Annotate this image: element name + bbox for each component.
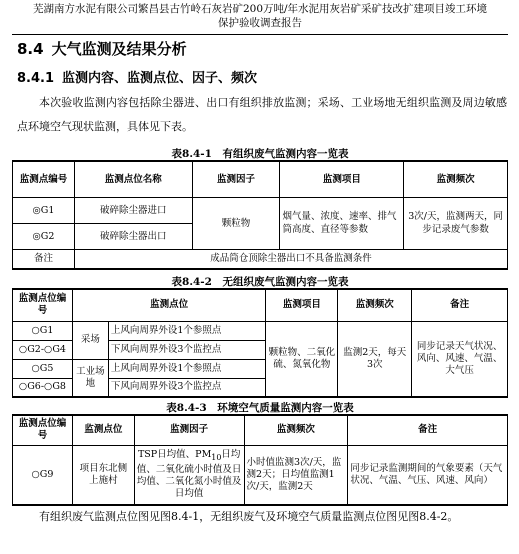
document-header <box>12 2 508 30</box>
point-id: ○G2-○G4 <box>13 340 73 359</box>
header-line-1: 芜湖南方水泥有限公司繁昌县古竹岭石灰岩矿200万吨/年水泥用灰岩矿采矿技改扩建项目竣工环境 <box>32 3 488 15</box>
factor-text-a: TSP日均值、PM <box>137 449 212 461</box>
area-name: 工业场地 <box>72 359 108 397</box>
table3-caption: 表8.4-3 环境空气质量监测内容一览表 <box>166 402 354 414</box>
table-row <box>13 321 508 340</box>
note-text: 成品筒仓顶除尘器出口不具备监测条件 <box>74 249 507 269</box>
column-header: 监测点编号 <box>13 161 75 197</box>
point-id: ◎G1 <box>13 197 75 223</box>
subsection-heading <box>17 67 265 86</box>
monitor-frequency: 3次/天，监测两天，同步记录废气参数 <box>404 197 508 249</box>
subsection-number: 8.4.1 <box>17 71 55 86</box>
point-location: 项目东北侧上施村 <box>72 445 134 505</box>
point-id: ◎G2 <box>13 223 75 249</box>
table-note-row <box>13 249 508 269</box>
point-id: ○G9 <box>13 445 73 505</box>
point-id: ○G1 <box>13 321 73 340</box>
column-header: 备注 <box>412 289 508 321</box>
point-id: ○G6-○G8 <box>13 378 73 397</box>
column-header: 监测项目 <box>266 289 338 321</box>
monitor-factor: 颗粒物 <box>192 197 280 249</box>
column-header: 监测点位名称 <box>74 161 192 197</box>
column-header: 监测因子 <box>192 161 280 197</box>
header-line-2: 保护验收调查报告 <box>218 17 302 29</box>
header-rule <box>12 34 508 35</box>
point-name: 破碎除尘器进口 <box>74 197 192 223</box>
subsection-title: 监测内容、监测点位、因子、频次 <box>62 71 258 86</box>
table-header-row <box>13 415 508 445</box>
table-header-row <box>13 161 508 197</box>
remark: 同步记录天气状况、风向、风速、气温、大气压 <box>412 321 508 397</box>
column-header: 监测项目 <box>280 161 404 197</box>
point-name: 破碎除尘器出口 <box>74 223 192 249</box>
column-header: 监测点位 <box>72 289 266 321</box>
section-number: 8.4 <box>17 40 44 58</box>
intro-paragraph: 本次验收监测内容包括除尘器进、出口有组织排放监测；采场、工业场地无组织监测及周边敏感点环境空气现状监测，具体见下表。 <box>17 96 507 133</box>
area-name: 采场 <box>72 321 108 359</box>
monitor-factor <box>134 445 244 505</box>
point-desc: 下风向周界外设3个监控点 <box>108 340 266 359</box>
factor-text-b: 日均值、二氧化硫小时值及日均值、二氧化氮小时值及日均值 <box>136 449 242 500</box>
point-desc: 下风向周界外设3个监控点 <box>108 378 266 397</box>
point-desc: 上风向周界外设1个参照点 <box>108 321 266 340</box>
column-header: 备注 <box>348 415 508 445</box>
monitor-frequency: 小时值监测3次/天，监测2天；日均值监测1次/天，监测2天 <box>244 445 348 505</box>
column-header: 监测频次 <box>404 161 508 197</box>
section-heading <box>17 38 195 59</box>
monitor-items: 烟气量、浓度、速率、排气筒高度、直径等参数 <box>280 197 404 249</box>
column-header: 监测点位编号 <box>13 415 73 445</box>
monitor-frequency: 监测2天，每天3次 <box>338 321 412 397</box>
fugitive-emission-table <box>12 288 508 398</box>
table2-caption: 表8.4-2 无组织废气监测内容一览表 <box>171 276 349 288</box>
column-header: 监测点位 <box>72 415 134 445</box>
column-header: 监测频次 <box>338 289 412 321</box>
ambient-air-table <box>12 414 508 506</box>
closing-paragraph: 有组织废气监测点位图见图8.4-1，无组织废气及环境空气质量监测点位图见图8.4-2。 <box>39 510 459 523</box>
point-desc: 上风向周界外设1个参照点 <box>108 359 266 378</box>
table1-caption: 表8.4-1 有组织废气监测内容一览表 <box>171 148 349 160</box>
table-row <box>13 445 508 505</box>
factor-subscript: 10 <box>211 453 222 463</box>
remark: 同步记录监测期间的气象要素（天气状况、气温、气压、风速、风向） <box>348 445 508 505</box>
table-header-row <box>13 289 508 321</box>
note-label: 备注 <box>13 249 75 269</box>
table-row <box>13 197 508 223</box>
section-title: 大气监测及结果分析 <box>51 40 187 58</box>
column-header: 监测频次 <box>244 415 348 445</box>
column-header: 监测点位编号 <box>13 289 73 321</box>
monitor-items: 颗粒物、二氧化硫、氮氧化物 <box>266 321 338 397</box>
column-header: 监测因子 <box>134 415 244 445</box>
point-id: ○G5 <box>13 359 73 378</box>
organized-emission-table <box>12 160 508 270</box>
